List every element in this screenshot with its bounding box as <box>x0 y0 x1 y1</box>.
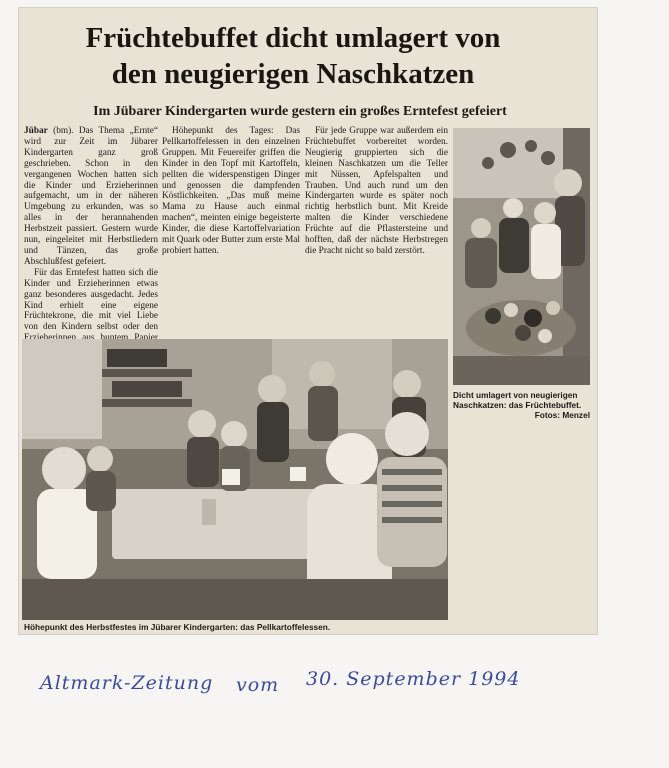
paragraph-2: Für das Erntefest hatten sich die Kinder und Erzieherinnen etwas ganz besonderes ausgedacht. Jedes Kind erhielt eine eigene Früchtekrone, die mit viel Liebe von den Kindern selbst oder den <box>24 267 158 333</box>
handwritten-newspaper-name: Altmark-Zeitung <box>40 672 214 694</box>
fruit-buffet-caption <box>453 390 590 420</box>
photo-credit: Fotos: Menzel <box>534 410 590 420</box>
potato-meal-photo <box>22 339 448 620</box>
handwritten-date: 30. September 1994 <box>306 668 521 690</box>
article-column-3 <box>305 126 448 334</box>
dateline: Jübar <box>24 126 48 136</box>
article-column-1 <box>24 126 158 334</box>
potato-meal-photo-image <box>22 339 448 620</box>
fruit-buffet-photo-image <box>453 128 590 385</box>
side-caption-text: Dicht umlagert von neugierigen Naschkatzen: das Früchtebuffet. <box>453 390 582 410</box>
handwritten-source-note <box>40 668 540 708</box>
paragraph-3: Höhepunkt des Tages: Das Pellkartoffelessen in den einzelnen Gruppen. Mit Feuereifer griffen die Kinder in den Topf mit Kartoffeln, pellten die widerspenstigen Dinger und genossen die dampfenden Köstlichkeiten. „Das muß meine Mama zu Hause auch einmal machen“, meinten einige begeisterte Kinder, die diese Kartoffelvariation mit Quark oder Butter zum erste Mal probiert hatten. <box>162 126 300 256</box>
potato-meal-caption: Höhepunkt des Herbstfestes im Jübarer Kindergarten: das Pellkartoffelessen. <box>24 622 331 632</box>
paragraph-1: Jübar (bm). Das Thema „Ernte“ wird zur Zeit im Jübarer Kindergarten ganz groß geschrieben. Schon in den vergangenen Wochen hatten sich die Kinder und Erzieherinnen aufgemacht, um in der näheren Umgebung zu erkunden, was so alles in der herannahenden Herbstzeit passiert. Gestern wurde nun, eingeleitet mit Herbstliedern und Tänzen, das große Abschlußfest gefeiert. <box>24 126 158 267</box>
article-subheadline: Im Jübarer Kindergarten wurde gestern ein großes Erntefest gefeiert <box>93 104 507 119</box>
article-headline <box>28 20 558 92</box>
handwritten-word-vom: vom <box>236 674 280 696</box>
article-column-2 <box>162 126 300 334</box>
paragraph-4: Für jede Gruppe war außerdem ein Früchtebuffet vorbereitet worden. Neugierig gruppierten sich die kleinen Naschkatzen um die Teller mit Nüssen, Apfelspalten und Trauben. Und auch rund um den Kindergarten wurde es später noch richtig herbstlich bunt. Mit Kreide malten die Kinder verschiedene Früchte auf die Pflastersteine und hofften, daß der nächste Herbstregen die Pracht nicht so bald zerstört. <box>305 126 448 256</box>
headline-line-1: Früchtebuffet dicht umlagert von <box>85 22 501 54</box>
headline-line-2: den neugierigen Naschkatzen <box>111 58 475 90</box>
fruit-buffet-photo <box>453 128 590 385</box>
